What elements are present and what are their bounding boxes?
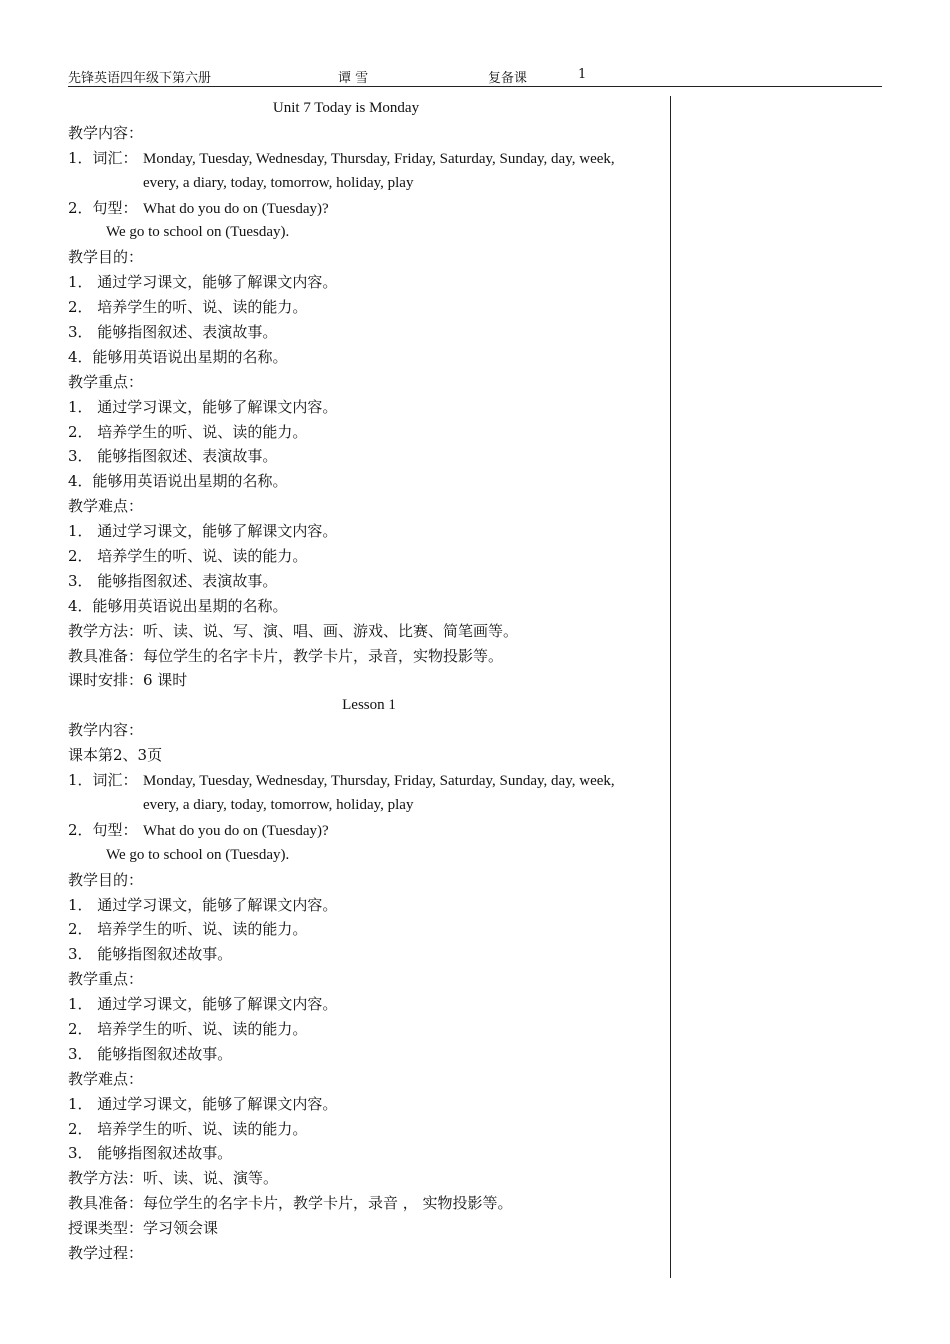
lesson-tools: 教具准备：每位学生的名字卡片，教学卡片，录音 ， 实物投影等。	[68, 1194, 513, 1213]
lesson-vocab-text: Monday, Tuesday, Wednesday, Thursday, Friday, Saturday, Sunday, day, week,	[143, 773, 615, 790]
lesson-content-label: 教学内容：	[68, 721, 144, 740]
lesson-difficulties-label: 教学难点：	[68, 1069, 144, 1088]
lesson-title: Lesson 1	[342, 697, 396, 714]
document-body	[68, 96, 670, 1266]
column-divider	[670, 96, 671, 1278]
lesson-key-item: 3． 能够指图叙述故事。	[68, 1044, 233, 1063]
lesson-methods: 教学方法：听、读、说、演等。	[68, 1169, 279, 1188]
unit-pattern-line	[68, 196, 670, 221]
header-page-number: 1	[578, 67, 587, 82]
page-header	[68, 66, 882, 87]
unit-key-item: 1． 通过学习课文，能够了解课文内容。	[68, 397, 338, 416]
unit-tools: 教具准备：每位学生的名字卡片，教学卡片，录音，实物投影等。	[68, 646, 504, 665]
lesson-vocab-line	[68, 768, 670, 793]
lesson-aim-item: 2． 培养学生的听、说、读的能力。	[68, 920, 308, 939]
lesson-aims-label: 教学目的：	[68, 870, 144, 889]
unit-aim-item: 3． 能够指图叙述、表演故事。	[68, 323, 278, 342]
lesson-pages: 课本第2、3页	[68, 746, 163, 765]
unit-title: Unit 7 Today is Monday	[272, 100, 420, 116]
lesson-difficulty-item: 1． 通过学习课文，能够了解课文内容。	[68, 1094, 338, 1113]
lesson-aim-item: 3． 能够指图叙述故事。	[68, 945, 233, 964]
unit-aim-item: 4．能够用英语说出星期的名称。	[68, 347, 288, 366]
header-book: 先锋英语四年级下第六册	[68, 71, 212, 86]
lesson-aim-item: 1． 通过学习课文，能够了解课文内容。	[68, 895, 338, 914]
unit-keys-label: 教学重点：	[68, 372, 144, 391]
unit-vocab-label: 1．词汇：	[68, 148, 138, 167]
lesson-key-item: 1． 通过学习课文，能够了解课文内容。	[68, 995, 338, 1014]
unit-key-item: 2． 培养学生的听、说、读的能力。	[68, 422, 308, 441]
unit-difficulty-item: 4．能够用英语说出星期的名称。	[68, 596, 288, 615]
unit-methods: 教学方法：听、读、说、写、演、唱、画、游戏、比赛、简笔画等。	[68, 621, 519, 640]
unit-aim-item: 1． 通过学习课文，能够了解课文内容。	[68, 273, 338, 292]
header-type: 复备课	[488, 71, 528, 86]
unit-vocab-line	[68, 146, 670, 171]
lesson-key-item: 2． 培养学生的听、说、读的能力。	[68, 1019, 308, 1038]
unit-difficulty-item: 2． 培养学生的听、说、读的能力。	[68, 547, 308, 566]
lesson-difficulty-item: 3． 能够指图叙述故事。	[68, 1144, 233, 1163]
unit-pattern-text: What do you do on (Tuesday)?	[143, 200, 329, 217]
unit-difficulty-item: 1． 通过学习课文，能够了解课文内容。	[68, 522, 338, 541]
lesson-pattern-label: 2．句型：	[68, 820, 138, 839]
lesson-pattern-text: What do you do on (Tuesday)?	[143, 822, 329, 839]
lesson-class-type: 授课类型：学习领会课	[68, 1219, 219, 1238]
unit-difficulties-label: 教学难点：	[68, 497, 144, 516]
unit-aims-label: 教学目的：	[68, 248, 144, 267]
unit-vocab-text-cont: every, a diary, today, tomorrow, holiday, play	[143, 174, 414, 191]
lesson-process-label: 教学过程：	[68, 1243, 144, 1262]
lesson-keys-label: 教学重点：	[68, 970, 144, 989]
unit-pattern-text-cont: We go to school on (Tuesday).	[106, 224, 290, 241]
unit-pattern-label: 2．句型：	[68, 198, 138, 217]
unit-difficulty-item: 3． 能够指图叙述、表演故事。	[68, 571, 278, 590]
unit-key-item: 4．能够用英语说出星期的名称。	[68, 472, 288, 491]
unit-key-item: 3． 能够指图叙述、表演故事。	[68, 447, 278, 466]
unit-vocab-text: Monday, Tuesday, Wednesday, Thursday, Friday, Saturday, Sunday, day, week,	[143, 150, 615, 167]
lesson-pattern-text-cont: We go to school on (Tuesday).	[106, 846, 290, 863]
unit-content-label: 教学内容：	[68, 123, 144, 142]
unit-aim-item: 2． 培养学生的听、说、读的能力。	[68, 298, 308, 317]
lesson-vocab-text-cont: every, a diary, today, tomorrow, holiday, play	[143, 796, 414, 813]
lesson-pattern-line	[68, 818, 670, 843]
lesson-difficulty-item: 2． 培养学生的听、说、读的能力。	[68, 1119, 308, 1138]
unit-schedule: 课时安排：6 课时	[68, 671, 188, 690]
header-teacher: 谭 雪	[338, 71, 369, 86]
lesson-vocab-label: 1．词汇：	[68, 771, 138, 790]
